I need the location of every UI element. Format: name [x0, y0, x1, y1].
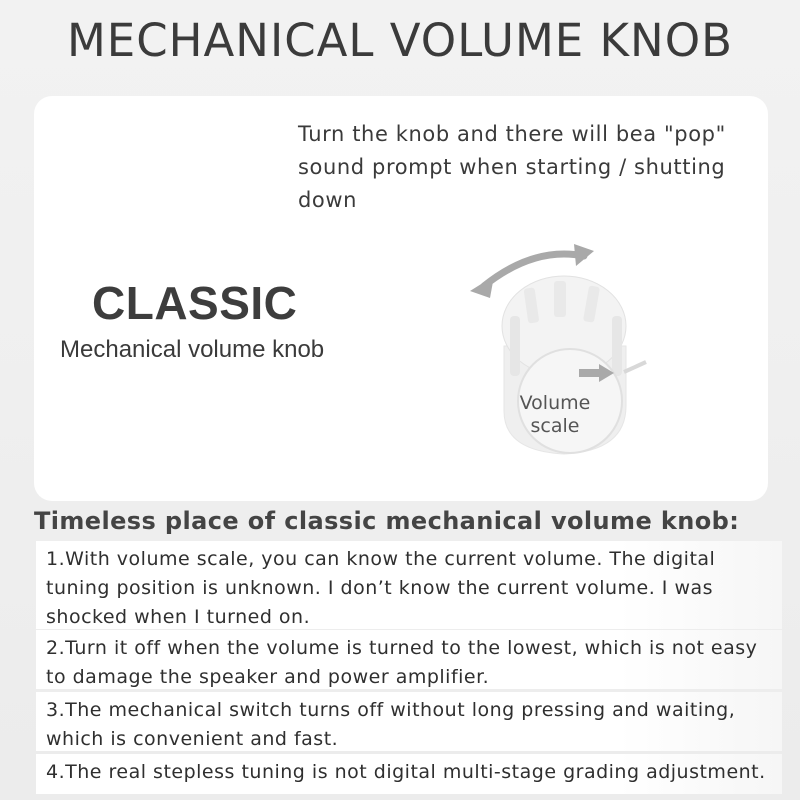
knob-label-line1: Volume: [519, 392, 591, 414]
feature-item: 4.The real stepless tuning is not digital multi-stage grading adjustment.: [36, 754, 782, 794]
classic-title: CLASSIC: [92, 277, 298, 329]
features-title: Timeless place of classic mechanical volume knob:: [34, 507, 740, 535]
knob-label-line2: scale: [530, 415, 580, 437]
hero-description: Turn the knob and there will bea "pop" sound prompt when starting / shutting down: [298, 122, 726, 212]
feature-item: 2.Turn it off when the volume is turned to the lowest, which is not easy to damage the speaker and power amplifier.: [36, 630, 782, 689]
feature-item: 3.The mechanical switch turns off without long pressing and waiting, which is convenient and fast.: [36, 692, 782, 751]
page-title: MECHANICAL VOLUME KNOB: [66, 14, 734, 67]
classic-subtitle: Mechanical volume knob: [60, 336, 325, 363]
feature-item: 1.With volume scale, you can know the current volume. The digital tuning position is unknown. I don’t know the current volume. I was shocked when I turned on.: [36, 541, 782, 629]
